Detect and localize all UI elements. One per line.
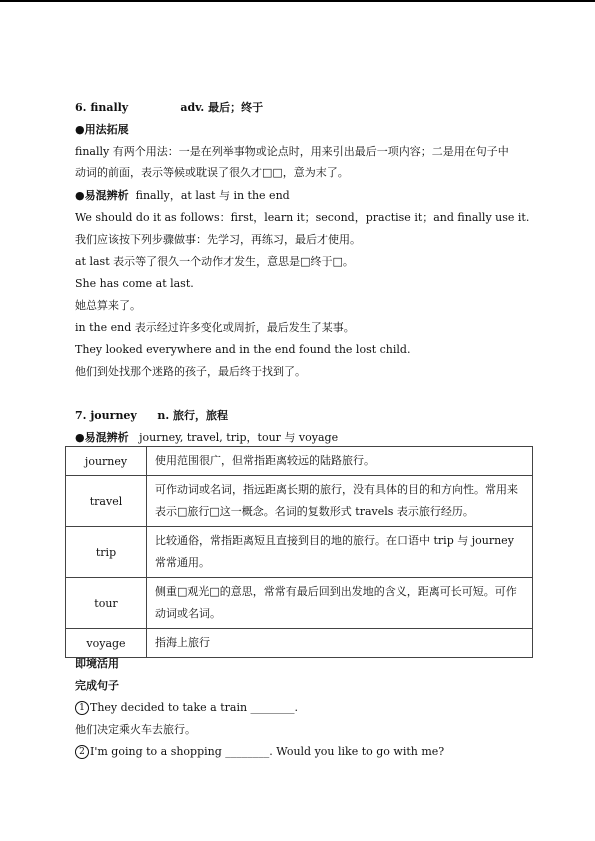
question-text: I'm going to a shopping ________. Would you like to go with me?	[90, 745, 445, 758]
table-row	[66, 476, 533, 527]
example-line: She has come at last.	[75, 277, 194, 290]
question-1	[75, 701, 298, 715]
usage-title: ●用法拓展	[75, 123, 129, 136]
confuse-terms-7: journey, travel, trip，tour 与 voyage	[139, 431, 339, 444]
example-line: at last 表示等了很久一个动作才发生，意思是□终于□。	[75, 255, 354, 268]
table-term: tour	[66, 578, 147, 629]
top-border	[0, 0, 595, 2]
section-6-heading	[75, 101, 263, 115]
example-line: 他们到处找那个迷路的孩子，最后终于找到了。	[75, 365, 306, 378]
question-text: They decided to take a train ________.	[90, 701, 299, 714]
table-desc: 可作动词或名词，指远距离长期的旅行，没有具体的目的和方向性。常用来表示□旅行□这一概念。名词的复数形式 travels 表示旅行经历。	[147, 476, 533, 527]
table-row	[66, 629, 533, 658]
question-1-translation: 他们决定乘火车去旅行。	[75, 723, 196, 736]
section-6-word: finally	[90, 101, 129, 114]
confuse-heading-6	[75, 189, 290, 203]
example-line: 我们应该按下列步骤做事：先学习，再练习，最后才使用。	[75, 233, 361, 246]
table-desc: 使用范围很广，但常指距离较远的陆路旅行。	[147, 447, 533, 476]
table-row	[66, 447, 533, 476]
practice-subtitle: 完成句子	[75, 679, 119, 692]
confuse-title-6: ●易混辨析	[75, 189, 129, 202]
table-term: journey	[66, 447, 147, 476]
example-line: 她总算来了。	[75, 299, 141, 312]
table-desc: 侧重□观光□的意思，常常有最后回到出发地的含义，距离可长可短。可作动词或名词。	[147, 578, 533, 629]
usage-line-1: finally 有两个用法：一是在列举事物或论点时，用来引出最后一项内容；二是用在句子中	[75, 145, 509, 158]
section-7-pos: n. 旅行，旅程	[157, 409, 228, 422]
section-7-heading	[75, 409, 228, 423]
table-desc: 指海上旅行	[147, 629, 533, 658]
table-term: voyage	[66, 629, 147, 658]
example-line: in the end 表示经过许多变化或周折，最后发生了某事。	[75, 321, 355, 334]
example-line: We should do it as follows：first，learn it；second，practise it；and finally use it.	[75, 211, 530, 224]
confuse-title-7: ●易混辨析	[75, 431, 129, 444]
usage-line-2: 动词的前面，表示等候或耽误了很久才□□，意为末了。	[75, 166, 349, 179]
table-desc: 比较通俗，常指距离短且直接到目的地的旅行。在口语中 trip 与 journey 常常通用。	[147, 527, 533, 578]
confuse-terms-6: finally，at last 与 in the end	[135, 189, 290, 202]
table-term: travel	[66, 476, 147, 527]
example-line: They looked everywhere and in the end found the lost child.	[75, 343, 411, 356]
confuse-heading-7	[75, 431, 338, 445]
table-row	[66, 578, 533, 629]
question-number: 2	[75, 745, 89, 759]
section-7-word: journey	[90, 409, 137, 422]
question-2	[75, 745, 444, 759]
section-6-number: 6.	[75, 101, 87, 114]
table-row	[66, 527, 533, 578]
question-number: 1	[75, 701, 89, 715]
practice-title: 即境活用	[75, 657, 119, 670]
comparison-table	[65, 446, 533, 658]
table-term: trip	[66, 527, 147, 578]
section-6-pos: adv. 最后；终于	[180, 101, 264, 114]
section-7-number: 7.	[75, 409, 87, 422]
